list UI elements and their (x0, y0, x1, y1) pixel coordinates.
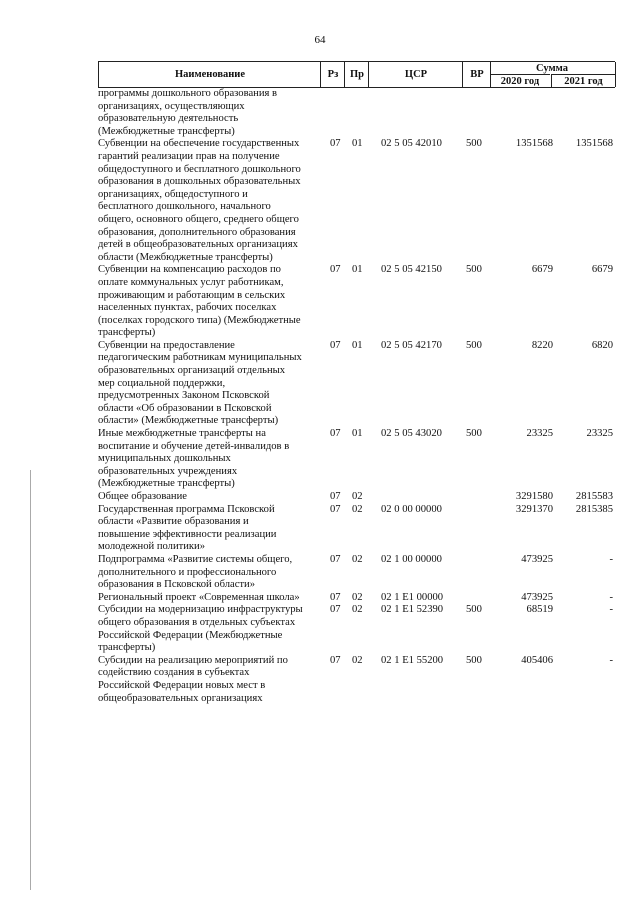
row-sum-2021: 23325 (586, 428, 613, 440)
row-name: Субвенции на предоставление педагогическим работникам муниципальных образовательных организаций отдельных мер социальной поддержки, предусмотренных Законом Псковской области «Об образовании в Псковской области» (Межбюджетные трансферты) (98, 339, 302, 427)
header-sum: Сумма (536, 62, 568, 74)
row-sum-2021: 2815583 (575, 491, 613, 502)
row-rz: 07 (330, 604, 341, 616)
table-row (98, 264, 615, 340)
table-row (98, 428, 615, 491)
row-vr: 500 (466, 339, 482, 351)
row-rz: 07 (330, 264, 341, 276)
table-row (98, 491, 615, 504)
table-row (98, 88, 615, 138)
row-pr: 02 (352, 553, 363, 565)
row-rz: 07 (330, 553, 341, 565)
header-pr: Пр (344, 62, 369, 87)
table-row (98, 655, 615, 705)
row-pr: 02 (352, 491, 363, 502)
row-sum-2020: 405406 (521, 654, 553, 666)
row-csr: 02 5 05 42010 (381, 138, 442, 150)
row-vr: 500 (466, 604, 482, 616)
row-sum-2020: 473925 (521, 553, 553, 565)
row-vr: 500 (466, 428, 482, 440)
row-name: Общее образование (98, 491, 187, 502)
row-rz: 07 (330, 491, 341, 502)
row-rz: 07 (330, 428, 341, 440)
row-pr: 01 (352, 264, 363, 276)
row-csr: 02 0 00 00000 (381, 503, 442, 515)
row-pr: 01 (352, 339, 363, 351)
row-pr: 01 (352, 428, 363, 440)
row-sum-2020: 473925 (521, 591, 553, 603)
row-sum-2020: 3291370 (515, 503, 553, 515)
page-number: 64 (314, 34, 326, 46)
row-name: Иные межбюджетные трансферты на воспитание и обучение детей-инвалидов в муниципальных дошкольных образовательных учреждениях (Межбюджетные трансферты) (98, 428, 290, 490)
row-pr: 02 (352, 654, 363, 666)
header-2021: 2021 год (551, 74, 615, 88)
row-pr: 02 (352, 604, 363, 616)
row-rz: 07 (330, 654, 341, 666)
row-csr: 02 5 05 42170 (381, 339, 442, 351)
row-sum-2021: - (609, 591, 613, 603)
table-row (98, 138, 615, 264)
header-name: Наименование (98, 62, 321, 87)
scan-margin-line (30, 470, 31, 890)
row-rz: 07 (330, 503, 341, 515)
header-rz: Рз (320, 62, 345, 87)
row-name: программы дошкольного образования в организациях, осуществляющих образовательную деятельность (Межбюджетные трансферты) (98, 88, 278, 137)
table-header (98, 61, 615, 88)
row-sum-2021: 2815385 (575, 503, 613, 515)
row-sum-2021: 6820 (591, 339, 613, 351)
row-sum-2021: 6679 (591, 264, 613, 276)
row-sum-2021: 1351568 (575, 138, 613, 150)
row-sum-2020: 1351568 (515, 138, 553, 150)
table-row (98, 504, 615, 554)
row-name: Субвенции на компенсацию расходов по оплате коммунальных услуг работникам, проживающим и работающим в сельских населенных пунктах, рабочих поселках (поселках городского типа) (Межбюджетные трансферты) (98, 264, 301, 339)
row-rz: 07 (330, 339, 341, 351)
header-csr: ЦСР (368, 62, 463, 87)
row-csr: 02 5 05 43020 (381, 428, 442, 440)
row-name: Региональный проект «Современная школа» (98, 591, 300, 603)
row-sum-2021: - (609, 654, 613, 666)
header-vr: ВР (462, 62, 491, 87)
row-rz: 07 (330, 138, 341, 150)
table-row (98, 604, 615, 654)
row-sum-2020: 8220 (531, 339, 553, 351)
row-name: Подпрограмма «Развитие системы общего, дополнительного и профессионального образования в Псковской области» (98, 553, 293, 591)
row-name: Государственная программа Псковской области «Развитие образования и повышение эффективности реализации молодежной политики» (98, 503, 277, 553)
row-sum-2021: - (609, 553, 613, 565)
row-sum-2020: 6679 (531, 264, 553, 276)
row-pr: 01 (352, 138, 363, 150)
row-name: Субсидии на модернизацию инфраструктуры общего образования в отдельных субъектах Российской Федерации (Межбюджетные трансферты) (98, 604, 303, 654)
table-row (98, 592, 615, 605)
table-body (98, 88, 615, 705)
row-csr: 02 1 00 00000 (381, 553, 442, 565)
row-vr: 500 (466, 264, 482, 276)
row-name: Субвенции на обеспечение государственных гарантий реализации прав на получение общедоступного и бесплатного дошкольного образования в дошкольных образовательных организациях, общедоступного и бесплатного дошкольного, начального общего, основного общего, среднего общего образования, дополнительного образования детей в общеобразовательных организациях области (Межбюджетные трансферты) (98, 138, 301, 263)
row-sum-2020: 23325 (526, 428, 553, 440)
table-row (98, 554, 615, 592)
row-sum-2021: - (609, 604, 613, 616)
row-rz: 07 (330, 591, 341, 603)
row-csr: 02 1 E1 52390 (381, 604, 444, 616)
row-name: Субсидии на реализацию мероприятий по содействию создания в субъектах Российской Федерации новых мест в общеобразовательных организациях (98, 654, 288, 704)
row-csr: 02 1 E1 55200 (381, 654, 444, 666)
row-sum-2020: 3291580 (515, 491, 553, 502)
row-vr: 500 (466, 654, 482, 666)
row-pr: 02 (352, 591, 363, 603)
row-csr: 02 5 05 42150 (381, 264, 442, 276)
header-2020: 2020 год (490, 74, 550, 88)
row-pr: 02 (352, 503, 363, 515)
row-sum-2020: 68519 (526, 604, 553, 616)
row-vr: 500 (466, 138, 482, 150)
row-csr: 02 1 E1 00000 (381, 591, 444, 603)
table-row (98, 340, 615, 428)
